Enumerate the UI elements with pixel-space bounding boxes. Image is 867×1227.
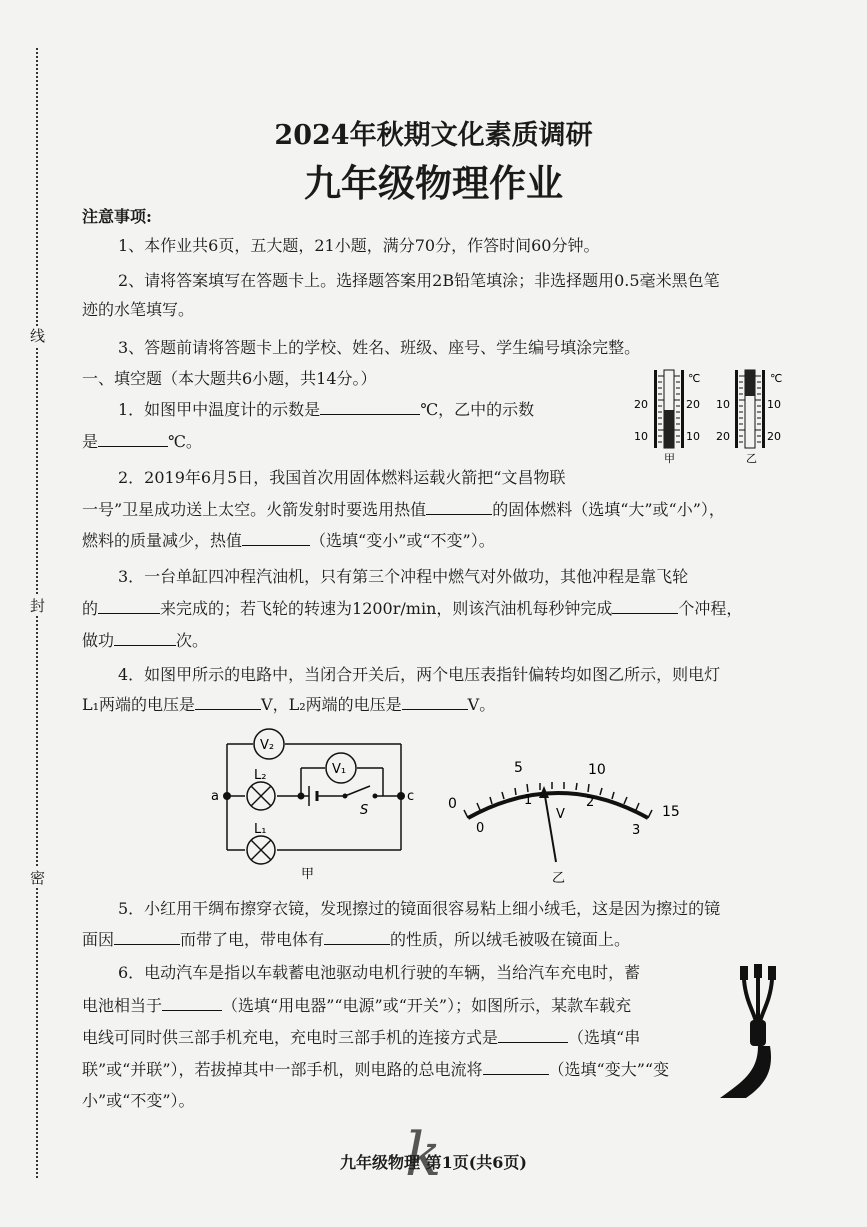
question-2-line-3: 燃料的质量减少，热值 （选填“变小”或“不变”）。 <box>82 531 495 550</box>
charger-cable-image <box>712 962 812 1102</box>
section-heading: 一、填空题（本大题共6小题，共14分。） <box>82 369 377 388</box>
dial-inner-label: 3 <box>632 823 641 838</box>
page-subtitle: 2024年秋期文化素质调研 <box>274 120 593 151</box>
thermo-jia-unit: ℃ <box>688 372 701 385</box>
answer-blank[interactable] <box>114 631 176 646</box>
thermo-jia-left-label: 10 <box>634 430 648 443</box>
question-3-line-1: 3．一台单缸四冲程汽油机，只有第三个冲程中燃气对外做功，其他冲程是靠飞轮 <box>118 567 689 586</box>
question-6-line-4: 联”或“并联”），若拔掉其中一部手机，则电路的总电流将 （选填“变大”“变 <box>82 1060 670 1079</box>
dial-outer-label: 10 <box>588 762 606 778</box>
thermo-yi-left-label: 20 <box>716 430 730 443</box>
answer-blank[interactable] <box>98 599 160 614</box>
question-3-line-2: 的 来完成的；若飞轮的转速为1200r/min，则该汽油机每秒钟完成 个冲程， <box>82 599 743 618</box>
dial-outer-label: 0 <box>448 796 457 812</box>
question-1-line-2: 是 ℃。 <box>82 432 202 451</box>
question-1-line-1: 1．如图甲中温度计的示数是 ℃，乙中的示数 <box>118 400 535 419</box>
thermo-jia-right-label: 10 <box>686 430 700 443</box>
note-item-1: 1、本作业共6页，五大题，21小题，满分70分，作答时间60分钟。 <box>118 236 600 255</box>
thermo-yi-caption: 乙 <box>746 452 757 464</box>
node-c-label: c <box>407 789 415 804</box>
answer-blank[interactable] <box>426 500 492 515</box>
dial-inner-label: 2 <box>586 795 595 810</box>
note-item-3: 3、答题前请将答题卡上的学校、姓名、班级、座号、学生编号填涂完整。 <box>118 338 641 357</box>
thermo-jia-caption: 甲 <box>664 452 675 464</box>
dial-outer-label: 15 <box>662 804 680 820</box>
thermo-jia-left-label: 20 <box>634 398 648 411</box>
binding-char-feng: 封 <box>30 597 46 615</box>
question-6-line-1: 6．电动汽车是指以车载蓄电池驱动电机行驶的车辆，当给汽车充电时，蓄 <box>118 963 641 982</box>
thermo-yi-unit: ℃ <box>770 372 783 385</box>
dial-inner-label: 1 <box>524 793 533 808</box>
dial-unit-label: V <box>556 807 565 822</box>
page-footer: 九年级物理 第1页(共6页) <box>340 1153 527 1172</box>
question-6-line-2: 电池相当于 （选填“用电器”“电源”或“开关”）；如图所示，某款车载充 <box>82 996 632 1015</box>
answer-blank[interactable] <box>162 996 222 1011</box>
question-6-line-3: 电线可同时供三部手机充电，充电时三部手机的连接方式是 （选填“串 <box>82 1028 641 1047</box>
circuit-caption: 甲 <box>301 867 315 882</box>
voltmeter-dial <box>440 752 690 888</box>
switch-s-label: S <box>360 803 369 818</box>
answer-blank[interactable] <box>324 930 390 945</box>
dial-outer-label: 5 <box>514 760 523 776</box>
thermometer-jia <box>634 370 700 464</box>
answer-blank[interactable] <box>498 1028 568 1043</box>
answer-blank[interactable] <box>114 930 180 945</box>
question-2-line-1: 2．2019年6月5日，我国首次用固体燃料运载火箭把“文昌物联 <box>118 468 566 487</box>
answer-blank[interactable] <box>98 432 168 447</box>
thermo-yi-left-label: 10 <box>716 398 730 411</box>
thermo-jia-right-label: 20 <box>686 398 700 411</box>
question-5-line-1: 5．小红用干绸布擦穿衣镜，发现擦过的镜面很容易粘上细小绒毛，这是因为擦过的镜 <box>118 899 721 918</box>
binding-char-mi: 密 <box>30 869 46 887</box>
question-2-line-2: 一号”卫星成功送上太空。火箭发射时要选用热值 的固体燃料（选填“大”或“小”）， <box>82 500 725 519</box>
voltmeter-v2-label: V₂ <box>260 738 275 753</box>
question-4-line-2: L₁两端的电压是 V，L₂两端的电压是 V。 <box>82 695 496 714</box>
note-item-2: 2、请将答案填写在答题卡上。选择题答案用2B铅笔填涂；非选择题用0.5毫米黑色笔 <box>118 271 720 290</box>
thermo-yi-right-label: 20 <box>767 430 781 443</box>
question-4-line-1: 4．如图甲所示的电路中，当闭合开关后，两个电压表指针偏转均如图乙所示，则电灯 <box>118 665 721 684</box>
answer-blank[interactable] <box>320 400 420 415</box>
answer-blank[interactable] <box>242 531 310 546</box>
node-a-label: a <box>211 789 219 804</box>
dial-inner-label: 0 <box>476 821 485 836</box>
scan-watermark-k: k <box>405 1120 442 1190</box>
page-title: 九年级物理作业 <box>304 161 563 205</box>
dial-caption: 乙 <box>552 871 566 886</box>
note-item-2-cont: 迹的水笔填写。 <box>82 300 195 319</box>
notes-heading: 注意事项: <box>82 207 152 226</box>
binding-char-xian: 线 <box>30 327 46 345</box>
thermo-yi-right-label: 10 <box>767 398 781 411</box>
voltmeter-v1-label: V₁ <box>332 762 347 777</box>
thermometer-figure <box>628 368 798 464</box>
lamp-l2-label: L₂ <box>254 768 267 783</box>
thermometer-yi <box>716 370 782 464</box>
lamp-l1-label: L₁ <box>254 822 267 837</box>
answer-blank[interactable] <box>402 695 468 710</box>
question-5-line-2: 面因 而带了电，带电体有 的性质，所以绒毛被吸在镜面上。 <box>82 930 631 949</box>
answer-blank[interactable] <box>483 1060 549 1075</box>
question-6-line-5: 小”或“不变”）。 <box>82 1091 195 1110</box>
question-3-line-3: 做功 次。 <box>82 631 209 650</box>
circuit-diagram <box>205 728 420 890</box>
answer-blank[interactable] <box>195 695 261 710</box>
answer-blank[interactable] <box>612 599 678 614</box>
